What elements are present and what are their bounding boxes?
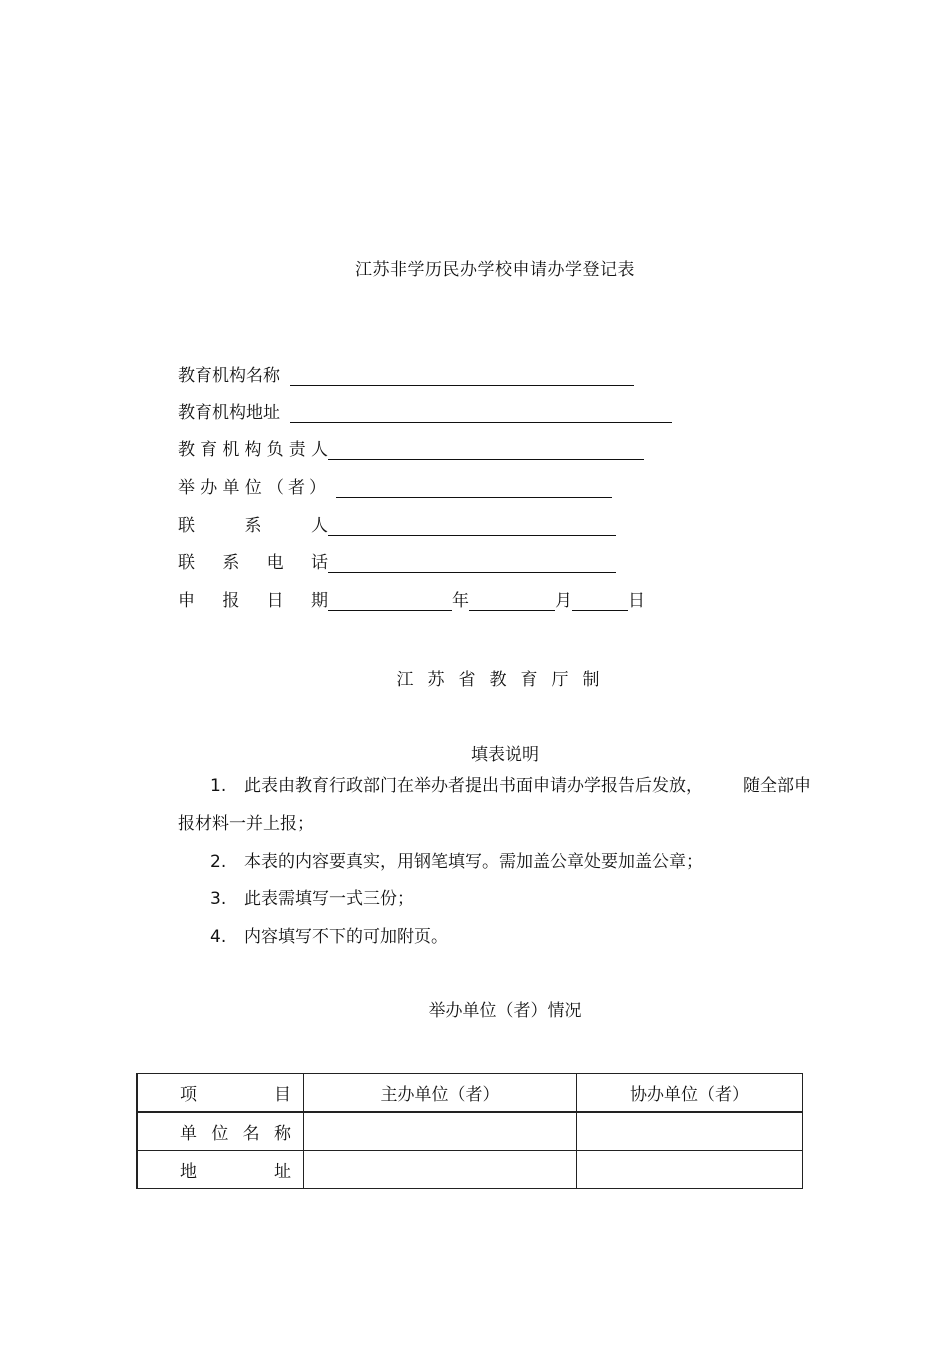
note-item-2 xyxy=(210,852,703,872)
note-text: 此表需填写一式三份； xyxy=(244,889,414,909)
note-text: 内容填写不下的可加附页。 xyxy=(244,927,448,947)
section-title: 举办单位（者）情况 xyxy=(428,1001,582,1021)
issuer: 江苏省教育厅制 xyxy=(396,670,614,690)
note-number: 1. xyxy=(210,776,227,796)
note-number: 2. xyxy=(210,852,227,872)
month-label: 月 xyxy=(555,591,572,611)
year-label: 年 xyxy=(452,591,469,611)
row-label-address: 地 址 xyxy=(137,1151,304,1189)
field-institution-address xyxy=(178,401,672,423)
note-item-1-cont: 报材料一并上报； xyxy=(178,814,314,834)
cell-main-unit-name[interactable] xyxy=(304,1112,577,1151)
month-input-line[interactable] xyxy=(469,592,555,611)
year-input-line[interactable] xyxy=(328,592,452,611)
cell-co-unit-name[interactable] xyxy=(577,1112,803,1151)
field-label: 申 报 日 期 xyxy=(178,591,328,611)
institution-address-input-line[interactable] xyxy=(290,404,672,423)
field-institution-head xyxy=(178,438,644,460)
header-co-sponsor: 协办单位（者） xyxy=(577,1074,803,1113)
header-main-sponsor: 主办单位（者） xyxy=(304,1074,577,1113)
institution-head-input-line[interactable] xyxy=(328,441,644,460)
sponsor-input-line[interactable] xyxy=(336,479,612,498)
field-label: 联 系 电 话 xyxy=(178,553,328,573)
note-text: 本表的内容要真实，用钢笔填写。需加盖公章处要加盖公章； xyxy=(244,852,703,872)
note-text-tail: 随全部申 xyxy=(743,776,811,796)
header-item: 项 目 xyxy=(137,1074,304,1113)
field-label: 教育机构地址 xyxy=(178,403,280,423)
institution-name-input-line[interactable] xyxy=(290,367,634,386)
cell-co-address[interactable] xyxy=(577,1151,803,1189)
field-label: 教育机构名称 xyxy=(178,366,280,386)
sponsor-info-table xyxy=(136,1073,803,1189)
table-header-row xyxy=(137,1074,803,1113)
notes-title: 填表说明 xyxy=(471,745,539,765)
row-label-unit-name: 单 位 名 称 xyxy=(137,1112,304,1151)
table-row xyxy=(137,1151,803,1189)
table-row xyxy=(137,1112,803,1151)
page-title: 江苏非学历民办学校申请办学登记表 xyxy=(355,260,635,280)
field-sponsor xyxy=(178,476,612,498)
field-contact xyxy=(178,514,616,536)
note-number: 4. xyxy=(210,927,227,947)
day-label: 日 xyxy=(628,591,645,611)
field-date xyxy=(178,589,645,611)
field-phone xyxy=(178,551,616,573)
day-input-line[interactable] xyxy=(572,592,628,611)
note-item-3 xyxy=(210,889,414,909)
note-item-1 xyxy=(210,776,811,796)
note-item-4 xyxy=(210,927,448,947)
contact-input-line[interactable] xyxy=(328,517,616,536)
field-label: 教 育 机 构 负 责 人 xyxy=(178,440,328,460)
field-institution-name xyxy=(178,364,634,386)
field-label: 联 系 人 xyxy=(178,516,328,536)
cell-main-address[interactable] xyxy=(304,1151,577,1189)
field-label: 举 办 单 位 （者） xyxy=(178,478,330,498)
phone-input-line[interactable] xyxy=(328,554,616,573)
note-text: 此表由教育行政部门在举办者提出书面申请办学报告后发放， xyxy=(244,776,703,796)
note-number: 3. xyxy=(210,889,227,909)
